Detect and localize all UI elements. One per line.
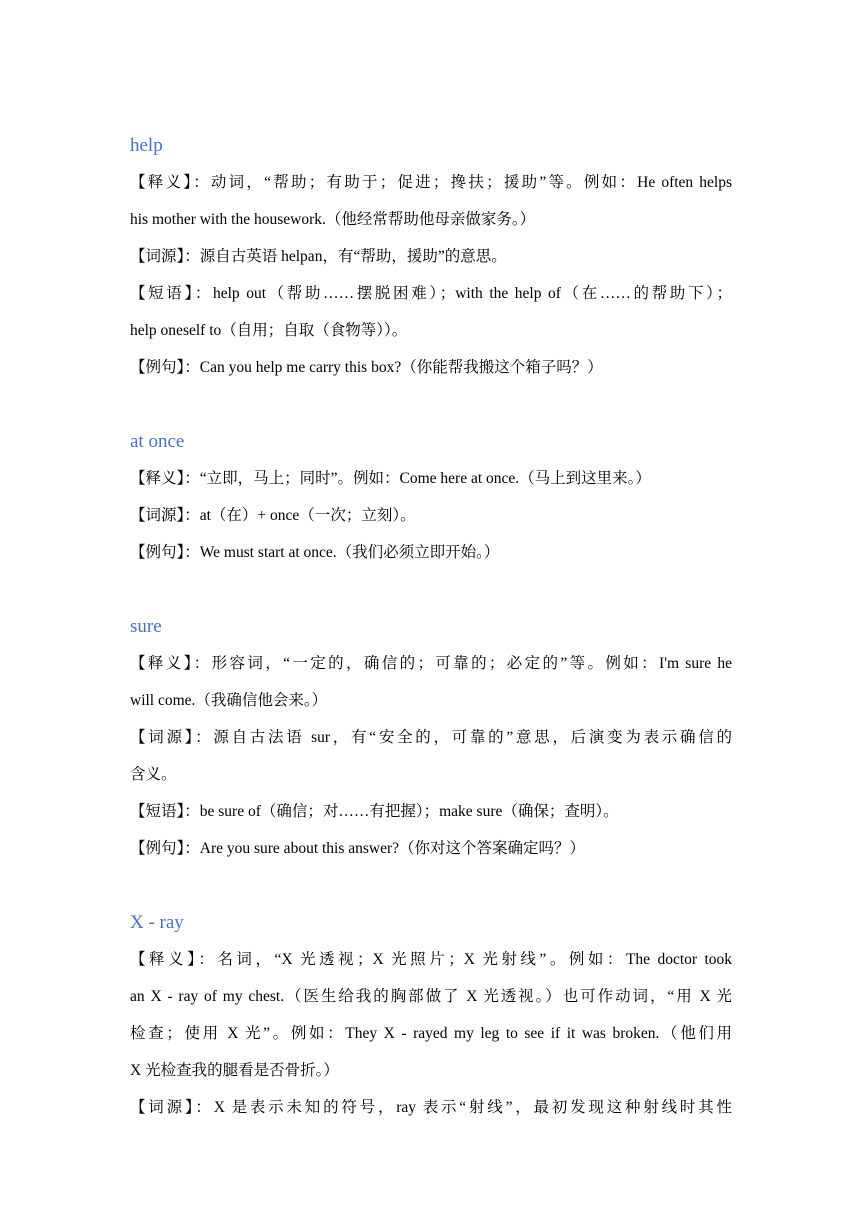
- entry-text-line: 【短语】：be sure of（确信；对……有把握）；make sure（确保；查明）。: [130, 803, 619, 820]
- entry-text-line: 【释义】：形容词，“一定的，确信的；可靠的；必定的”等。例如：I'm sure he: [130, 655, 732, 672]
- vocabulary-entries: [130, 128, 732, 1126]
- entry-text-line: 【词源】：X 是表示未知的符号，ray 表示“射线”，最初发现这种射线时其性: [130, 1099, 732, 1116]
- entry-text-line: X 光检查我的腿看是否骨折。）: [130, 1062, 339, 1079]
- vocab-entry: [130, 905, 732, 1126]
- vocab-entry: [130, 424, 732, 571]
- entry-headword: X - ray: [130, 912, 184, 933]
- entry-text-line: 【词源】：源自古英语 helpan，有“帮助，援助”的意思。: [130, 248, 507, 265]
- entry-text-line: 【词源】：at（在）+ once（一次；立刻）。: [130, 507, 416, 524]
- document-page: [130, 128, 732, 1164]
- entry-text-line: 【短语】：help out（帮助……摆脱困难）；with the help of（在……的帮助下）；: [130, 285, 732, 302]
- entry-text-line: 【释义】：“立即，马上；同时”。例如：Come here at once.（马上到这里来。）: [130, 470, 651, 487]
- entry-text-line: 【释义】：名词，“X 光透视；X 光照片；X 光射线”。例如：The doctor took: [130, 951, 732, 968]
- entry-text-line: 检查；使用 X 光”。例如：They X - rayed my leg to see if it was broken.（他们用: [130, 1025, 732, 1042]
- entry-headword: sure: [130, 616, 162, 637]
- entry-text-line: an X - ray of my chest.（医生给我的胸部做了 X 光透视。）也可作动词，“用 X 光: [130, 988, 732, 1005]
- entry-text-line: 【词源】：源自古法语 sur，有“安全的，可靠的”意思，后演变为表示确信的: [130, 729, 732, 746]
- entry-text-line: help oneself to（自用；自取（食物等））。: [130, 322, 408, 339]
- entry-text-line: 【例句】：Can you help me carry this box?（你能帮我搬这个箱子吗？）: [130, 359, 603, 376]
- entry-headword: at once: [130, 431, 185, 452]
- entry-text-line: 含义。: [130, 766, 177, 783]
- entry-text-line: will come.（我确信他会来。）: [130, 692, 328, 709]
- entry-text-line: 【例句】：We must start at once.（我们必须立即开始。）: [130, 544, 500, 561]
- entry-text-line: his mother with the housework.（他经常帮助他母亲做家务。）: [130, 211, 536, 228]
- vocab-entry: [130, 128, 732, 386]
- entry-text-line: 【例句】：Are you sure about this answer?（你对这个答案确定吗？）: [130, 840, 586, 857]
- vocab-entry: [130, 609, 732, 867]
- entry-text-line: 【释义】：动词，“帮助；有助于；促进；搀扶；援助”等。例如：He often helps: [130, 174, 732, 191]
- entry-headword: help: [130, 135, 163, 156]
